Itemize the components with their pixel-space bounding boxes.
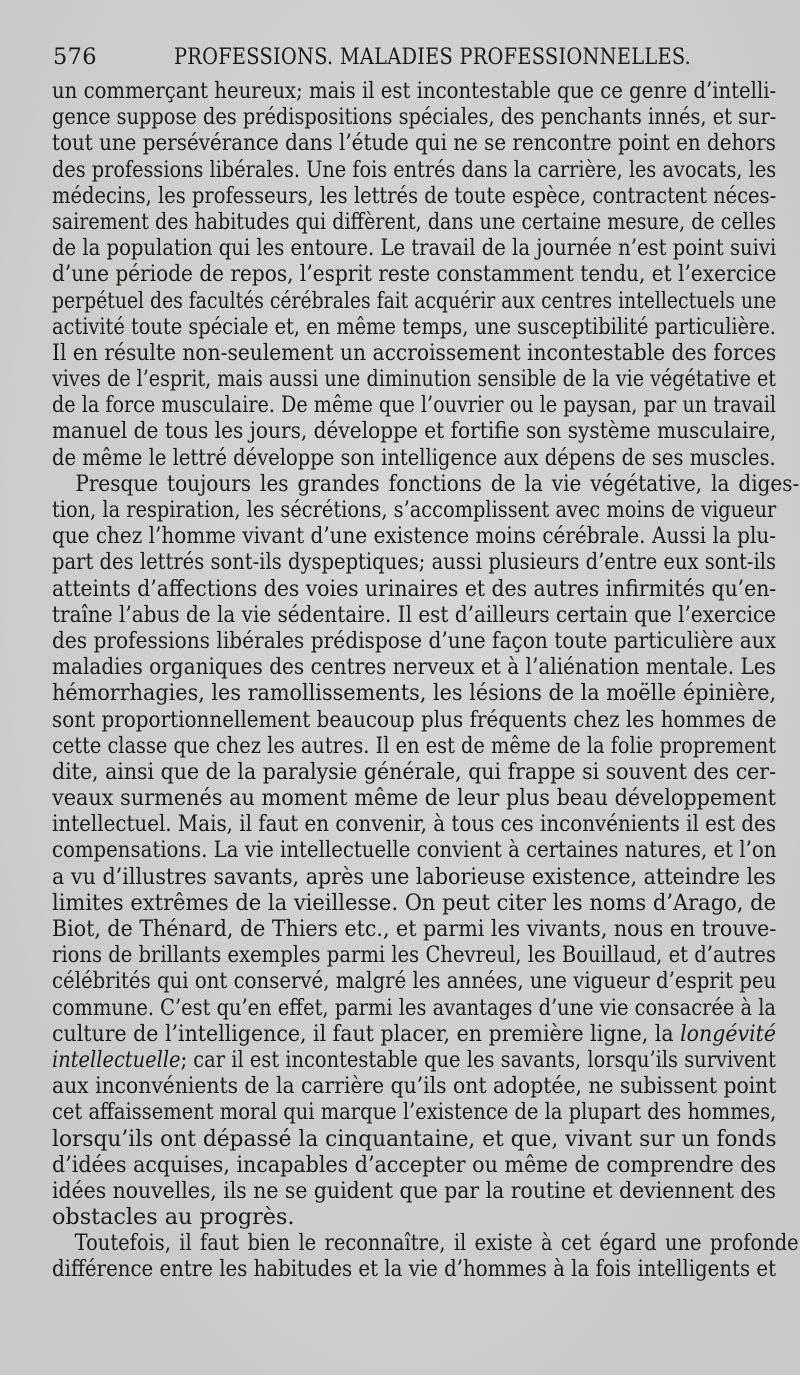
text-line: maladies organiques des centres nerveux et à l’aliénation mentale. Les — [52, 654, 777, 681]
text-segment: culture de l’intelligence, il faut placer, en première ligne, la — [52, 1020, 674, 1047]
text-line: a vu d’illustres savants, après une laborieuse existence, atteindre les — [52, 863, 776, 890]
text-line: gence suppose des prédispositions spéciales, des penchants innés, et sur- — [52, 104, 777, 131]
text-line: atteints d’affections des voies urinaires et des autres infirmités qu’en- — [52, 575, 777, 602]
text-line: Il en résulte non-seulement un accroissement incontestable des forces — [52, 339, 777, 366]
text-line: tion, la respiration, les sécrétions, s’accomplissent avec moins de vigueur — [52, 497, 777, 523]
text-line: compensations. La vie intellectuelle convient à certaines natures, et l’on — [52, 837, 777, 864]
page-number: 576 — [53, 44, 97, 70]
running-title: PROFESSIONS. MALADIES PROFESSIONNELLES. — [174, 44, 692, 70]
text-line: veaux surmenés au moment même de leur plus beau développement — [52, 785, 777, 812]
text-line: Toutefois, il faut bien le reconnaître, il existe à cet égard une profonde — [74, 1230, 799, 1257]
text-line: des professions libérales prédispose d’une façon toute particulière aux — [52, 627, 777, 654]
text-line: perpétuel des facultés cérébrales fait acquérir aux centres intellectuels une — [52, 287, 777, 314]
italic-term: longévité — [680, 1020, 777, 1047]
text-segment: ; car il est incontestable que les savants, lorsqu’ils survivent — [180, 1046, 776, 1073]
text-line: de même le lettré développe son intelligence aux dépens de ses muscles. — [52, 444, 776, 471]
text-line: manuel de tous les jours, développe et fortifie son système musculaire, — [52, 418, 777, 445]
text-line: sairement des habitudes qui diffèrent, dans une certaine mesure, de celles — [52, 208, 777, 235]
text-line: rions de brillants exemples parmi les Chevreul, les Bouillaud, et d’autres — [52, 942, 776, 969]
text-line: traîne l’abus de la vie sédentaire. Il est d’ailleurs certain que l’exercice — [52, 601, 777, 628]
body-text — [52, 78, 800, 1283]
text-line: différence entre les habitudes et la vie d’hommes à la fois intelligents et — [52, 1256, 777, 1283]
text-line: des professions libérales. Une fois entrés dans la carrière, les avocats, les — [52, 156, 777, 183]
text-line: dite, ainsi que de la paralysie générale, qui frappe si souvent des cer- — [52, 758, 777, 785]
text-line: cet affaissement moral qui marque l’existence de la plupart des hommes, — [52, 1099, 777, 1126]
text-line: d’une période de repos, l’esprit reste constamment tendu, et l’exercice — [52, 261, 777, 288]
text-line: intellectuel. Mais, il faut en convenir, à tous ces inconvénients il est des — [52, 811, 777, 838]
text-line: Biot, de Thénard, de Thiers etc., et parmi les vivants, nous en trouve- — [52, 916, 777, 942]
text-line: part des lettrés sont-ils dyspeptiques; aussi plusieurs d’entre eux sont-ils — [52, 549, 777, 576]
italic-term: intellectuelle — [52, 1046, 181, 1073]
text-line-with-italic — [52, 1021, 776, 1047]
text-line: tout une persévérance dans l’étude qui ne se rencontre point en dehors — [52, 130, 777, 157]
page-header — [50, 44, 770, 76]
text-line: vives de l’esprit, mais aussi une diminution sensible de la vie végétative et — [52, 366, 776, 393]
text-line: hémorrhagies, les ramollissements, les lésions de la moëlle épinière, — [52, 680, 777, 707]
text-line: lorsqu’ils ont dépassé la cinquantaine, et que, vivant sur un fonds — [52, 1125, 777, 1152]
text-line: Presque toujours les grandes fonctions de la vie végétative, la diges- — [75, 470, 800, 497]
text-line: un commerçant heureux; mais il est incontestable que ce genre d’intelli- — [52, 78, 777, 104]
text-line: cette classe que chez les autres. Il en est de même de la folie proprement — [52, 732, 776, 759]
text-line: que chez l’homme vivant d’une existence moins cérébrale. Aussi la plu- — [52, 523, 776, 550]
text-line: sont proportionnellement beaucoup plus fréquents chez les hommes de — [52, 706, 777, 733]
text-line: de la population qui les entoure. Le travail de la journée n’est point suivi — [52, 235, 777, 262]
text-line: médecins, les professeurs, les lettrés de toute espèce, contractent néces- — [52, 182, 777, 209]
text-line: commune. C’est qu’en effet, parmi les avantages d’une vie consacrée à la — [52, 994, 777, 1021]
text-line: célébrités qui ont conservé, malgré les années, une vigueur d’esprit peu — [52, 968, 777, 995]
text-line: idées nouvelles, ils ne se guident que par la routine et deviennent des — [52, 1177, 776, 1204]
text-line-with-italic — [52, 1047, 776, 1073]
text-line: d’idées acquises, incapables d’accepter ou même de comprendre des — [52, 1151, 777, 1178]
text-line: activité toute spéciale et, en même temps, une susceptibilité particulière. — [52, 313, 776, 340]
text-line: obstacles au progrès. — [52, 1204, 295, 1231]
text-line: limites extrêmes de la vieillesse. On peut citer les noms d’Arago, de — [52, 889, 777, 916]
text-line: de la force musculaire. De même que l’ouvrier ou le paysan, par un travail — [52, 392, 776, 419]
text-line: aux inconvénients de la carrière qu’ils ont adoptée, ne subissent point — [52, 1073, 777, 1100]
